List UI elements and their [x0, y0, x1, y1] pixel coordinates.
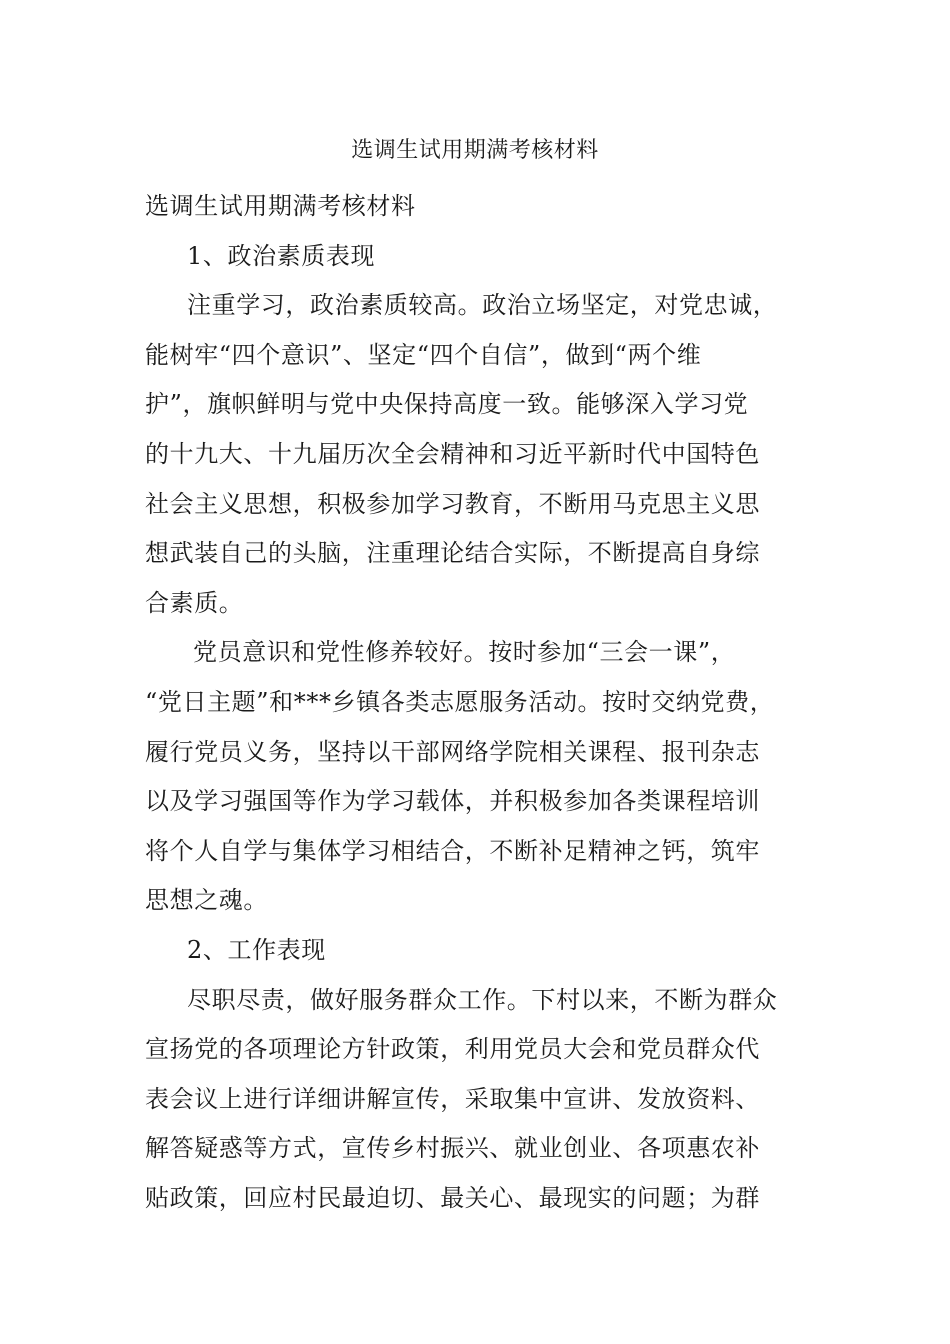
section-heading-political: 1、政治素质表现	[187, 241, 376, 270]
body-line: 注重学习，政治素质较高。政治立场坚定，对党忠诚，	[187, 291, 778, 320]
body-line: 合素质。	[145, 588, 244, 617]
body-line: 的十九大、十九届历次全会精神和习近平新时代中国特色	[145, 439, 760, 468]
body-line: 能树牢“四个意识”、坚定“四个自信”，做到“两个维	[145, 340, 702, 369]
body-line-subtitle: 选调生试用期满考核材料	[145, 192, 416, 220]
body-line: 护”，旗帜鲜明与党中央保持高度一致。能够深入学习党	[145, 390, 749, 419]
body-line: 宣扬党的各项理论方针政策，利用党员大会和党员群众代	[145, 1035, 760, 1064]
body-line: 社会主义思想，积极参加学习教育，不断用马克思主义思	[145, 489, 760, 518]
body-line: 履行党员义务，坚持以干部网络学院相关课程、报刊杂志	[145, 737, 760, 766]
body-line: 想武装自己的头脑，注重理论结合实际，不断提高自身综	[145, 539, 760, 568]
document-body	[145, 182, 813, 1223]
body-line: 解答疑惑等方式，宣传乡村振兴、就业创业、各项惠农补	[145, 1134, 760, 1163]
body-line: 表会议上进行详细讲解宣传，采取集中宣讲、发放资料、	[145, 1084, 760, 1113]
body-line: 党员意识和党性修养较好。按时参加“三会一课”，	[193, 638, 736, 667]
body-line: 将个人自学与集体学习相结合，不断补足精神之钙，筑牢	[145, 836, 760, 865]
document-title: 选调生试用期满考核材料	[351, 138, 599, 163]
section-heading-work: 2、工作表现	[187, 935, 326, 964]
body-line: 尽职尽责，做好服务群众工作。下村以来，不断为群众	[187, 985, 778, 1014]
body-line: 以及学习强国等作为学习载体，并积极参加各类课程培训	[145, 787, 760, 816]
body-line: “党日主题”和***乡镇各类志愿服务活动。按时交纳党费，	[145, 687, 775, 716]
body-line: 贴政策，回应村民最迫切、最关心、最现实的问题；为群	[145, 1183, 760, 1212]
body-line: 思想之魂。	[145, 886, 268, 915]
